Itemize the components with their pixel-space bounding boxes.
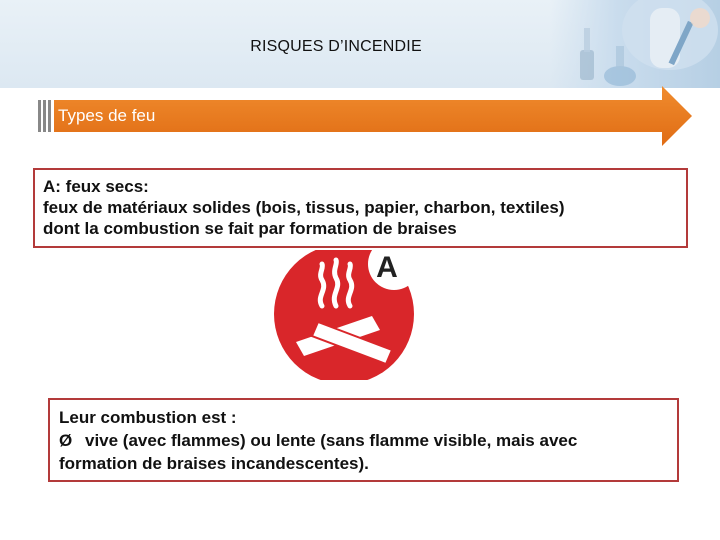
arrow-bullet-icon: Ø [59,431,73,450]
fire-class-a-icon [272,250,422,385]
combustion-heading: Leur combustion est : [59,408,237,427]
card-a-heading: A: feux secs: [43,177,149,196]
fire-class-a-card [33,168,688,248]
class-letter: A [376,251,398,284]
combustion-note-card [48,398,679,482]
banner-label: Types de feu [58,106,156,125]
card-a-description: feux de matériaux solides (bois, tissus, papier, charbon, textiles) [43,198,565,217]
card-a-description-cont: dont la combustion se fait par formation de braises [43,219,457,238]
combustion-bullet-text: vive (avec flammes) ou lente (sans flamme visible, mais avec [85,431,578,450]
combustion-bullet-text-cont: formation de braises incandescentes). [59,454,369,473]
page-title: RISQUES D’INCENDIE [250,38,422,55]
section-banner [38,86,694,155]
combustion-bullet-item [59,429,668,452]
